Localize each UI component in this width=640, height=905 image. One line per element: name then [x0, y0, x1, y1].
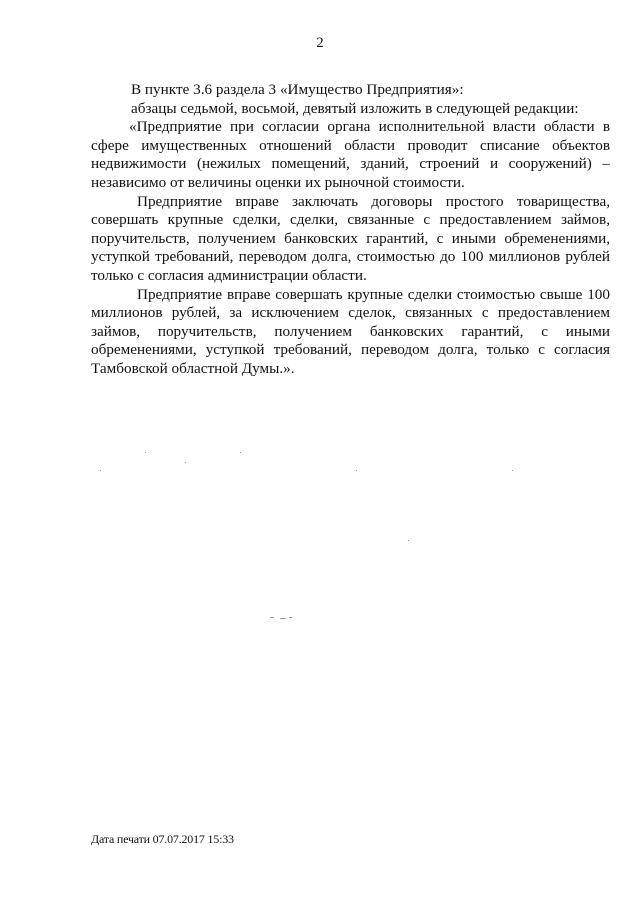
scan-speck: [289, 617, 292, 618]
scan-speck: [408, 540, 409, 541]
paragraph-write-off: «Предприятие при согласии органа исполнительной власти области в сфере имущественных отношений области проводит списание объектов недвижимости (нежилых помещений, зданий, строений и сооружений) – независимо от величины оценки их рыночной стоимости.: [91, 118, 610, 191]
scan-speck: [100, 470, 101, 471]
paragraph-major-transactions: Предприятие вправе совершать крупные сделки стоимостью свыше 100 миллионов рублей, за исключением сделок, связанных с предоставлением займов, поручительств, получением банковских гарантий, с иными обременениями, уступкой требований, переводом долга, только с согласия Тамбовской областной Думы.».: [91, 285, 610, 377]
scan-speck: [356, 470, 357, 471]
paragraph-simple-partnership: Предприятие вправе заключать договоры простого товарищества, совершать крупные сделки, сделки, связанные с предоставлением займов, поручительств, получением банковских гарантий, с иными обременениями, уступкой требований, переводом долга, стоимостью до 100 миллионов рублей только с согласия администрации области.: [91, 192, 610, 284]
scan-speck: [270, 617, 274, 618]
scan-speck: [512, 470, 513, 471]
print-date: Дата печати 07.07.2017 15:33: [91, 832, 234, 846]
scan-speck: [185, 462, 186, 463]
paragraph-intro: В пункте 3.6 раздела 3 «Имущество Предприятия»:: [131, 81, 464, 98]
scan-speck: [280, 618, 286, 619]
scan-speck: [145, 452, 146, 453]
page-number: 2: [316, 35, 324, 51]
paragraph-instruction: абзацы седьмой, восьмой, девятый изложить в следующей редакции:: [131, 99, 579, 117]
scan-speck: [240, 452, 241, 453]
document-body: [91, 81, 610, 379]
